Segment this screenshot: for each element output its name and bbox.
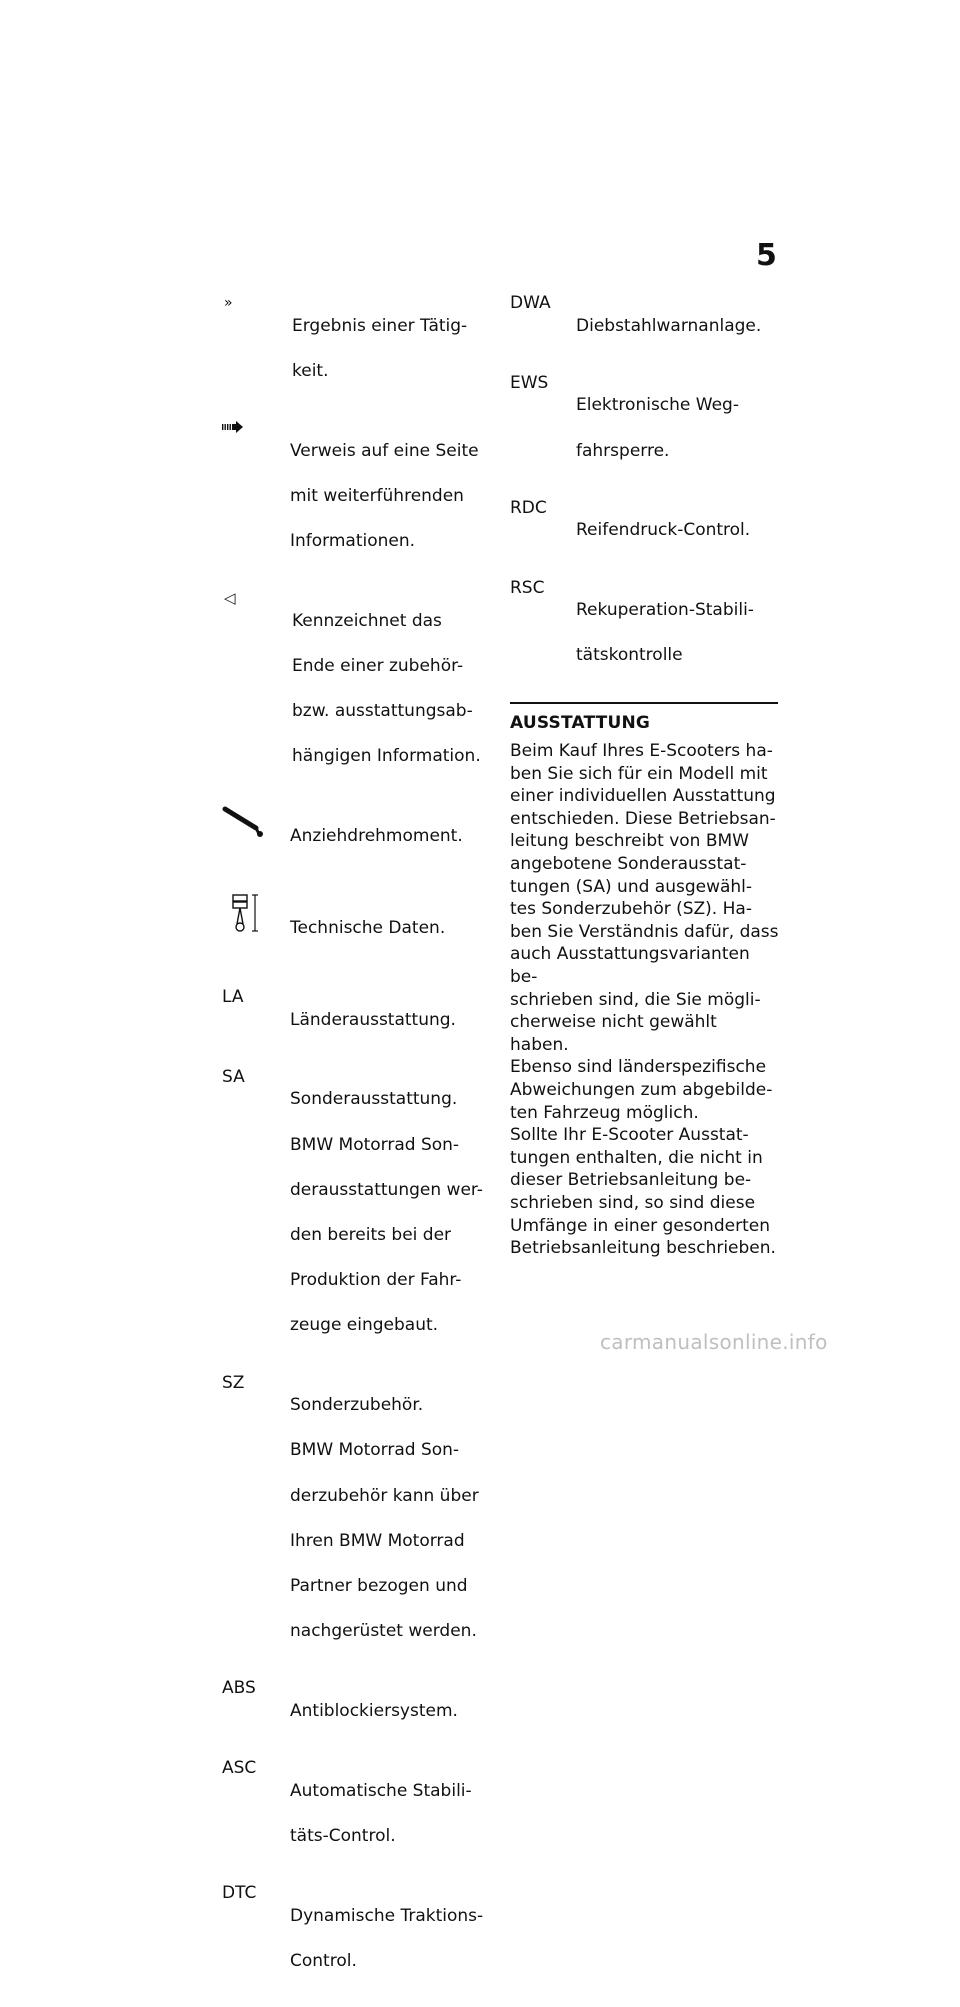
definition-entry <box>510 292 780 360</box>
section-heading: AUSSTATTUNG <box>510 712 651 733</box>
torque-wrench-icon <box>222 802 290 847</box>
end-marker-icon: ◁ <box>224 589 236 608</box>
definition-line: Control. <box>290 1950 357 1971</box>
definition-entry <box>510 372 780 485</box>
definition-line: keit. <box>292 360 329 381</box>
definition-text <box>576 372 780 485</box>
definition-text <box>290 1757 490 1870</box>
definition-line: Ende einer zubehör- <box>292 655 464 676</box>
definition-line: Elektronische Weg- <box>576 395 739 416</box>
abbreviations-right-column <box>510 292 780 1260</box>
abbreviation-term: RDC <box>510 497 547 518</box>
definition-line: tätskontrolle <box>576 645 683 666</box>
definition-text <box>292 292 490 405</box>
definition-line: den bereits bei der <box>290 1224 452 1245</box>
watermark: carmanualsonline.info <box>600 1330 828 1354</box>
definition-line: Kennzeichnet das <box>292 610 442 631</box>
abbreviation-term: ASC <box>222 1758 257 1779</box>
page-reference-arrow-icon <box>222 417 290 441</box>
technical-data-icon <box>222 894 290 941</box>
abbreviation-term: SZ <box>222 1372 245 1393</box>
definition-line: Diebstahlwarnanlage. <box>576 315 762 336</box>
definition-entry <box>222 587 490 790</box>
definition-text <box>576 292 780 360</box>
result-arrow-icon: » <box>224 295 233 311</box>
abbreviation-term: DTC <box>222 1883 257 1903</box>
definition-entry <box>222 986 490 1054</box>
abbreviation-term: ABS <box>222 1678 256 1699</box>
definition-text <box>290 1882 490 1995</box>
definition-line: Verweis auf eine Seite <box>290 440 479 461</box>
definition-text <box>290 802 490 870</box>
abbreviation-term: RSC <box>510 577 545 598</box>
definition-text <box>292 587 490 790</box>
definition-line: Antiblockiersystem. <box>290 1700 458 1721</box>
definition-text <box>290 1677 490 1745</box>
definition-line: Partner bezogen und <box>290 1575 468 1596</box>
definition-line: BMW Motorrad Son- <box>290 1440 460 1461</box>
definition-line: hängigen Information. <box>292 746 481 767</box>
definition-line: zeuge eingebaut. <box>290 1315 439 1336</box>
definition-line: Automatische Stabili- <box>290 1780 472 1801</box>
definition-line: Länderausstattung. <box>290 1009 456 1030</box>
definition-line: Reifendruck-Control. <box>576 520 751 541</box>
abbreviations-left-column <box>222 292 490 2007</box>
definition-line: Technische Daten. <box>290 917 446 938</box>
definition-entry <box>222 292 490 405</box>
definition-line: BMW Motorrad Son- <box>290 1134 460 1155</box>
definition-line: täts-Control. <box>290 1825 396 1846</box>
definition-line: derausstattungen wer- <box>290 1179 483 1200</box>
definition-line: fahrsperre. <box>576 440 670 461</box>
abbreviation-term: DWA <box>510 293 551 313</box>
definition-entry <box>222 1677 490 1745</box>
definition-line: Sonderzubehör. <box>290 1395 424 1416</box>
definition-text <box>290 986 490 1054</box>
definition-entry <box>222 1066 490 1360</box>
definition-line: bzw. ausstattungsab- <box>292 701 473 722</box>
definition-line: Ergebnis einer Tätig- <box>292 315 468 336</box>
definition-text <box>290 1066 490 1360</box>
definition-line: Dynamische Traktions- <box>290 1905 484 1926</box>
definition-text <box>576 577 780 690</box>
definition-entry <box>222 894 490 962</box>
definition-text <box>290 1372 490 1666</box>
section-divider <box>510 702 778 704</box>
definition-line: Sonderausstattung. <box>290 1089 458 1110</box>
definition-text <box>576 497 780 565</box>
definition-entry <box>222 1372 490 1666</box>
section-paragraph: Beim Kauf Ihres E-Scooters ha- ben Sie sich für ein Modell mit einer individuellen Ausstattung entschieden. Diese Betriebsan- leitung beschreibt von BMW angebotene Sonderausstat- tungen (SA) und ausgewähl- tes Sonderzubehör (SZ). Ha- ben Sie Verständnis dafür, dass auch Ausstattungsvarianten be- schrieben sind, die Sie mögli- cherweise nicht gewählt haben. Ebenso sind länderspezifische Abweichungen zum abgebilde- ten Fahrzeug möglich. <box>510 741 779 1123</box>
definition-line: nachgerüstet werden. <box>290 1621 477 1642</box>
definition-line: Ihren BMW Motorrad <box>290 1530 465 1551</box>
definition-line: derzubehör kann über <box>290 1485 479 1506</box>
definition-entry <box>510 497 780 565</box>
definition-line: Produktion der Fahr- <box>290 1270 462 1291</box>
abbreviation-term: EWS <box>510 372 549 393</box>
definition-line: Informationen. <box>290 530 416 551</box>
definition-entry <box>222 1757 490 1870</box>
definition-line: Anziehdrehmoment. <box>290 826 463 847</box>
definition-text <box>290 417 490 575</box>
definition-text <box>290 894 490 962</box>
definition-entry <box>222 417 490 575</box>
definition-entry <box>222 802 490 870</box>
definition-entry <box>222 1882 490 1995</box>
abbreviation-term: SA <box>222 1066 245 1087</box>
definition-line: Rekuperation-Stabili- <box>576 600 754 621</box>
section-paragraph: Sollte Ihr E-Scooter Ausstat- tungen enthalten, die nicht in dieser Betriebsanleitung be- schrieben sind, so sind diese Umfänge in einer gesonderten Betriebsanleitung beschrieben. <box>510 1125 776 1259</box>
definition-entry <box>510 577 780 690</box>
abbreviation-term: LA <box>222 987 244 1008</box>
definition-line: mit weiterführenden <box>290 485 464 506</box>
page-number: 5 <box>756 238 777 273</box>
